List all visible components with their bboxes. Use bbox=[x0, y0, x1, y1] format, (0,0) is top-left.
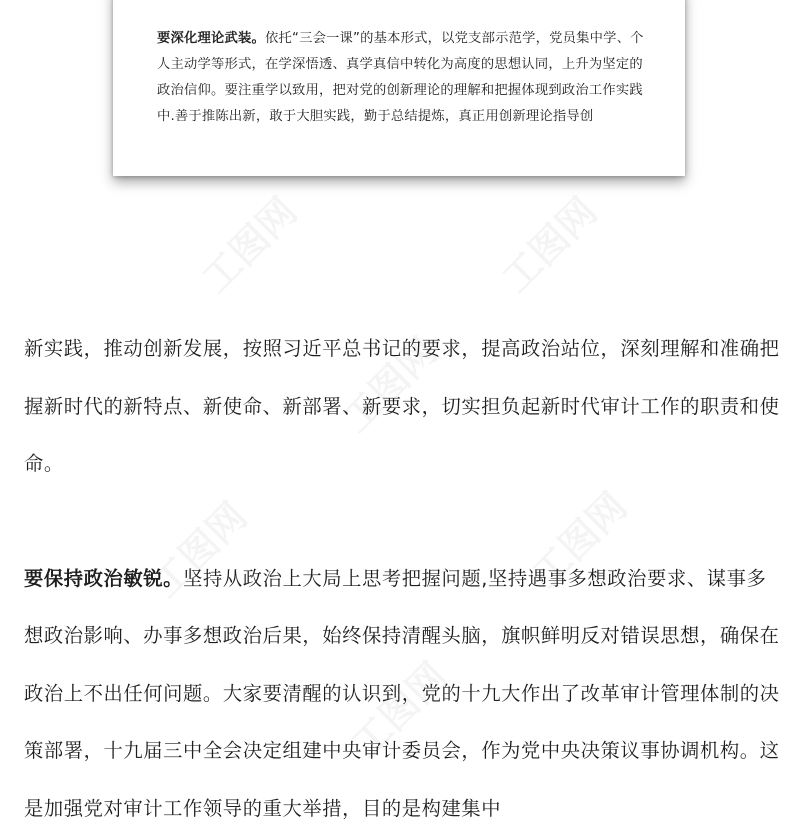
paragraph-2-heading: 要保持政治敏锐。 bbox=[24, 567, 183, 590]
document-preview-card bbox=[113, 0, 685, 176]
watermark-2 bbox=[487, 183, 607, 303]
paragraph-gap bbox=[24, 493, 780, 550]
main-article bbox=[24, 320, 780, 837]
card-paragraph-body: 依托“三会一课”的基本形式，以党支部示范学，党员集中学、个人主动学等形式，在学深悟透、真学真信中转化为高度的思想认同，上升为坚定的政治信仰。要注重学以致用，把对党的创新理论的理解和把握体现到政治工作实践中.善于推陈出新，敢于大胆实践，勤于总结提炼，真正用创新理论指导创 bbox=[157, 31, 644, 124]
paragraph-2-body: 坚持从政治上大局上思考把握问题,坚持遇事多想政治要求、谋事多想政治影响、办事多想政治后果，始终保持清醒头脑，旗帜鲜明反对错误思想，确保在政治上不出任何问题。大家要清醒的认识到，党的十九大作出了改革审计管理体制的决策部署，十九届三中全会决定组建中央审计委员会，作为党中央决策议事协调机构。这是加强党对审计工作领导的重大举措，目的是构建集中 bbox=[24, 567, 779, 820]
paragraph-1: 新实践，推动创新发展，按照习近平总书记的要求，提高政治站位，深刻理解和准确把握新时代的新特点、新使命、新部署、新要求，切实担负起新时代审计工作的职责和使命。 bbox=[24, 320, 780, 493]
card-top-text bbox=[157, 0, 647, 4]
watermark-1 bbox=[187, 183, 307, 303]
paragraph-2 bbox=[24, 550, 780, 837]
card-paragraph bbox=[157, 26, 647, 130]
card-paragraph-heading: 要深化理论武装。 bbox=[157, 31, 265, 46]
